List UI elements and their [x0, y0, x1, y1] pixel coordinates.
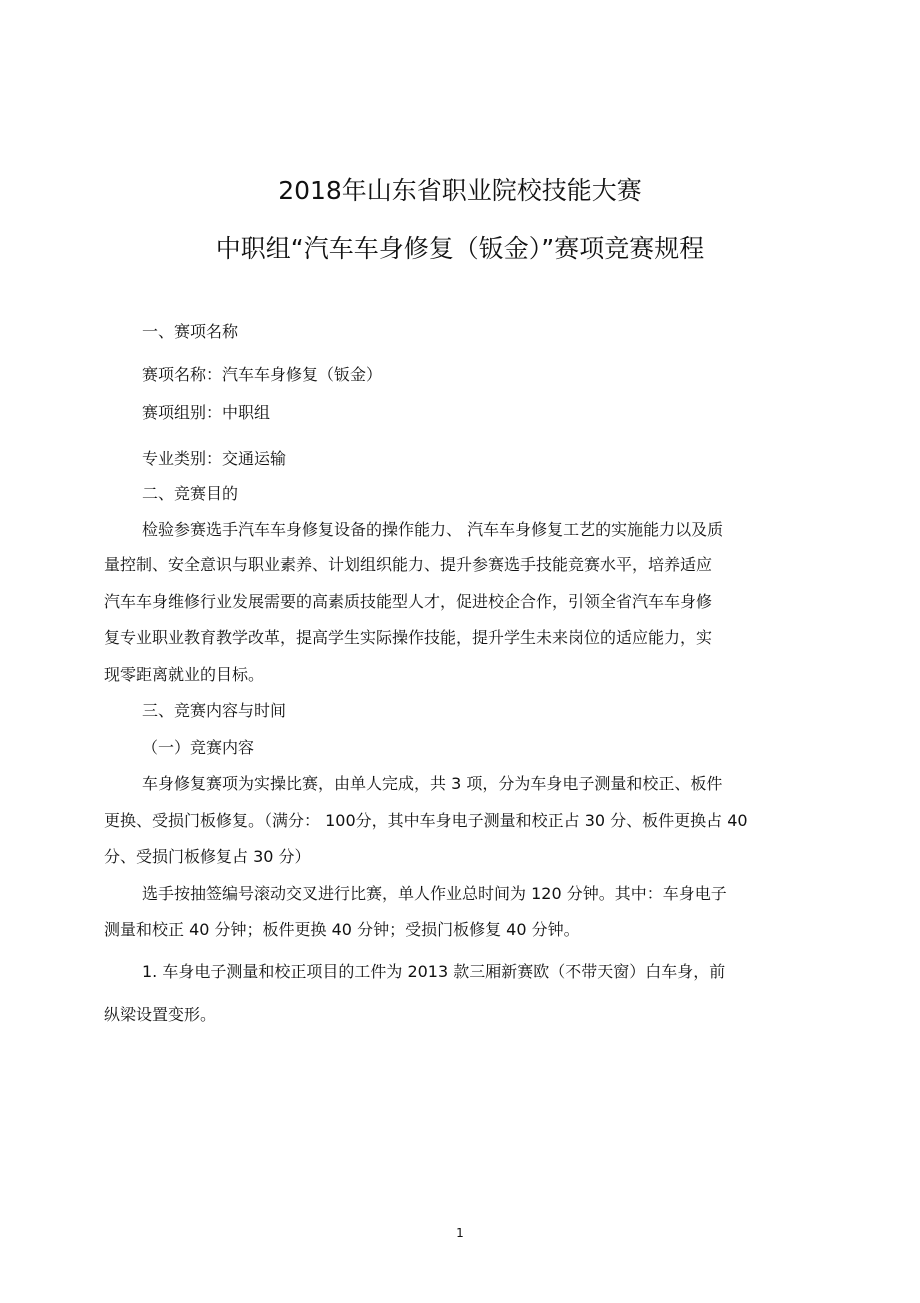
- subsection1-heading: （一）竞赛内容: [142, 738, 255, 757]
- item-category-line: 专业类别：交通运输: [142, 449, 287, 468]
- purpose-line: 复专业职业教育教学改革，提高学生实际操作技能，提升学生未来岗位的适应能力，实: [104, 628, 713, 647]
- item-group-line: 赛项组别：中职组: [142, 403, 271, 422]
- purpose-line: 量控制、安全意识与职业素养、计划组织能力、提升参赛选手技能竞赛水平，培养适应: [104, 555, 713, 574]
- content-line: 车身修复赛项为实操比赛，由单人完成，共 3 项，分为车身电子测量和校正、板件: [142, 774, 723, 793]
- timing-line: 选手按抽签编号滚动交叉进行比赛，单人作业总时间为 120 分钟。其中：车身电子: [142, 884, 727, 903]
- item1-line: 纵梁设置变形。: [104, 1005, 217, 1024]
- item-name-line: 赛项名称：汽车车身修复（钣金）: [142, 365, 383, 384]
- purpose-line: 现零距离就业的目标。: [104, 665, 265, 684]
- purpose-line: 检验参赛选手汽车车身修复设备的操作能力、 汽车车身修复工艺的实施能力以及质: [142, 520, 724, 539]
- doc-title-line1: 2018年山东省职业院校技能大赛: [278, 176, 642, 205]
- content-line: 分、受损门板修复占 30 分）: [104, 847, 311, 866]
- doc-title-line2: 中职组“汽车车身修复（钣金）”赛项竞赛规程: [215, 234, 705, 263]
- timing-line: 测量和校正 40 分钟；板件更换 40 分钟；受损门板修复 40 分钟。: [104, 920, 580, 939]
- section1-heading: 一、赛项名称: [142, 322, 239, 341]
- section2-heading: 二、竞赛目的: [142, 484, 239, 503]
- item1-line: 1. 车身电子测量和校正项目的工件为 2013 款三厢新赛欧（不带天窗）白车身，前: [142, 962, 726, 981]
- section3-heading: 三、竞赛内容与时间: [142, 701, 287, 720]
- purpose-line: 汽车车身维修行业发展需要的高素质技能型人才，促进校企合作，引领全省汽车车身修: [104, 592, 713, 611]
- content-line: 更换、受损门板修复。（满分： 100分，其中车身电子测量和校正占 30 分、板件更换占 40: [104, 811, 748, 830]
- page-number: 1: [456, 1226, 464, 1240]
